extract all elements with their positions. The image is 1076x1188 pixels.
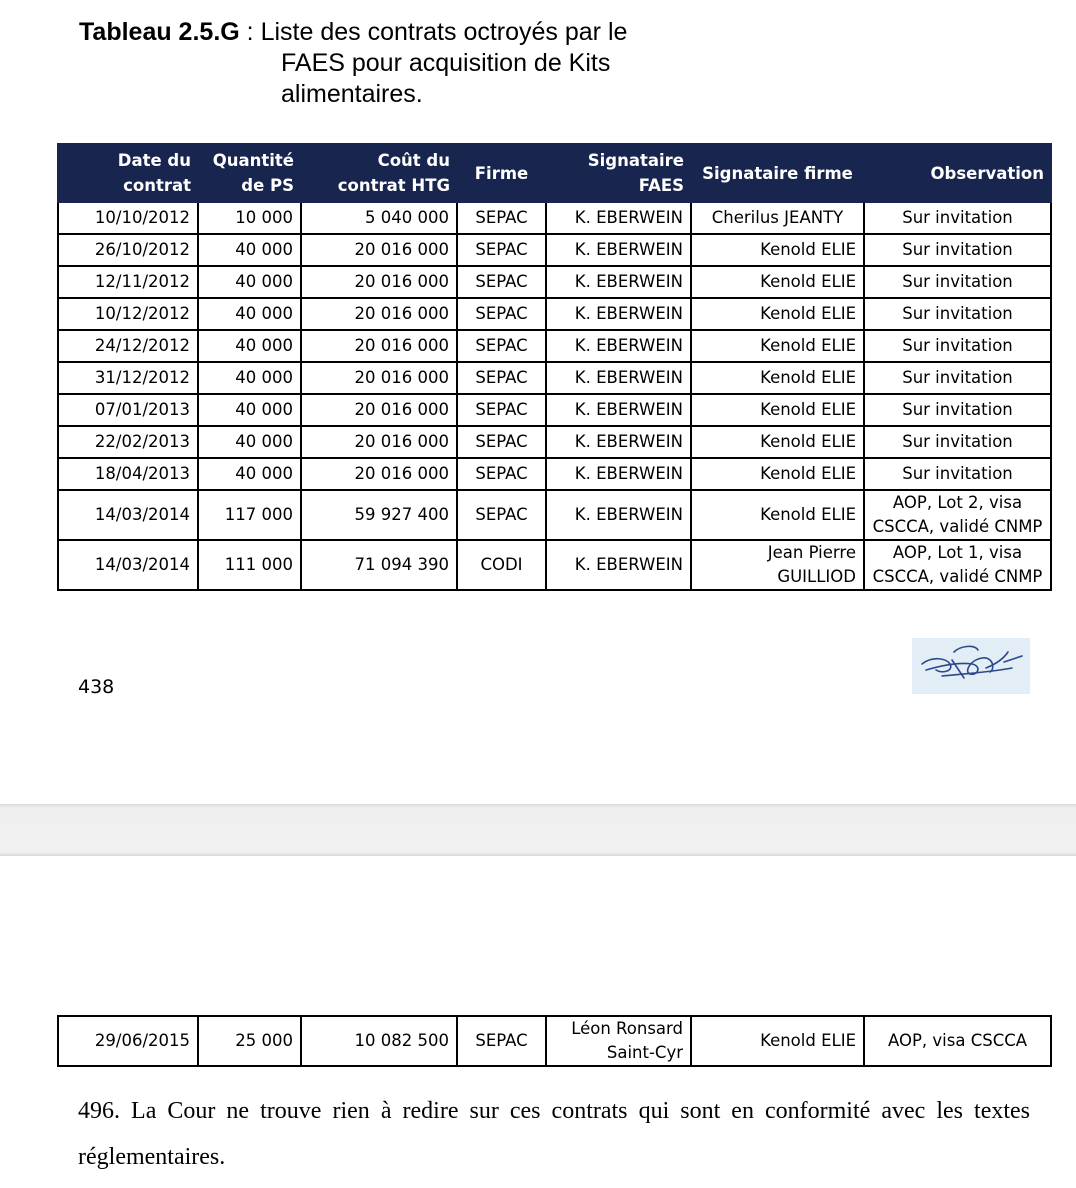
cell-quantity-text: 10 000: [235, 208, 293, 227]
cell-date: [58, 1016, 198, 1066]
table-title-separator: :: [239, 18, 261, 46]
cell-observation: [864, 426, 1051, 458]
table-title-line-2: FAES pour acquisition de Kits: [281, 49, 611, 77]
cell-quantity-text: 117 000: [224, 505, 293, 524]
header-date: [58, 144, 198, 202]
cell-firm-signatory-text: Kenold ELIE: [760, 400, 856, 419]
cell-date-text: 26/10/2012: [94, 240, 190, 259]
cell-cost: [301, 394, 457, 426]
cell-quantity-text: 40 000: [235, 336, 293, 355]
cell-faes-signatory: [546, 330, 691, 362]
cell-firm-text: SEPAC: [475, 432, 528, 451]
cell-cost: [301, 490, 457, 540]
cell-date: [58, 540, 198, 590]
cell-firm-text: SEPAC: [475, 368, 528, 387]
table-title-label: Tableau 2.5.G: [79, 18, 240, 46]
cell-observation-text: Sur invitation: [902, 464, 1013, 483]
cell-firm-signatory-text: Kenold ELIE: [760, 240, 856, 259]
cell-date: [58, 362, 198, 394]
cell-date-text: 10/12/2012: [94, 304, 190, 323]
cell-observation: [864, 330, 1051, 362]
cell-date: [58, 266, 198, 298]
cell-firm-text: SEPAC: [475, 272, 528, 291]
paragraph-number: 496.: [78, 1098, 120, 1124]
cell-firm-signatory-text: Kenold ELIE: [760, 336, 856, 355]
cell-date-text: 12/11/2012: [94, 272, 190, 291]
table-header-row: [58, 144, 1051, 202]
cell-date-text: 31/12/2012: [94, 368, 190, 387]
cell-quantity-text: 40 000: [235, 464, 293, 483]
cell-faes-signatory: [546, 266, 691, 298]
cell-firm-text: SEPAC: [475, 400, 528, 419]
cell-faes-signatory-text: Léon Ronsard: [571, 1019, 683, 1038]
signature-stamp: [912, 638, 1030, 694]
cell-date-text: 18/04/2013: [94, 464, 190, 483]
cell-firm-signatory: [691, 490, 864, 540]
cell-quantity-text: 111 000: [224, 555, 293, 574]
cell-firm-signatory: [691, 330, 864, 362]
cell-faes-signatory-text: K. EBERWEIN: [574, 272, 683, 291]
header-date-line-1: Date du: [117, 151, 191, 170]
cell-quantity: [198, 266, 301, 298]
cell-date: [58, 490, 198, 540]
cell-faes-signatory: [546, 298, 691, 330]
header-quantity-line-1: Quantité: [212, 151, 294, 170]
header-firm-signatory-line-1: Signataire firme: [702, 163, 853, 183]
cell-observation-text: Sur invitation: [902, 272, 1013, 291]
cell-date-text: 14/03/2014: [94, 505, 190, 524]
cell-firm-signatory: [691, 540, 864, 590]
cell-faes-signatory: [546, 394, 691, 426]
cell-faes-signatory-text: K. EBERWEIN: [574, 368, 683, 387]
cell-cost: [301, 330, 457, 362]
cell-firm-text: SEPAC: [475, 505, 528, 524]
header-firm: [457, 144, 546, 202]
header-firm-signatory: [691, 144, 864, 202]
cell-date-text: 14/03/2014: [94, 555, 190, 574]
cell-quantity-text: 25 000: [235, 1031, 293, 1050]
header-quantity: [198, 144, 301, 202]
cell-quantity: [198, 490, 301, 540]
cell-quantity-text: 40 000: [235, 432, 293, 451]
cell-quantity-text: 40 000: [235, 240, 293, 259]
cell-quantity-text: 40 000: [235, 368, 293, 387]
cell-date: [58, 298, 198, 330]
cell-quantity-text: 40 000: [235, 272, 293, 291]
cell-quantity-text: 40 000: [235, 304, 293, 323]
cell-cost-text: 20 016 000: [354, 368, 449, 387]
cell-observation-text: Sur invitation: [902, 432, 1013, 451]
cell-firm-signatory-text: Kenold ELIE: [760, 432, 856, 451]
header-cost: [301, 144, 457, 202]
conclusion-paragraph: [78, 1088, 1030, 1180]
cell-date: [58, 394, 198, 426]
cell-faes-signatory-text: K. EBERWEIN: [574, 208, 683, 227]
cell-firm: [457, 426, 546, 458]
cell-observation: [864, 266, 1051, 298]
table-row: [58, 266, 1051, 298]
cell-date-text: 22/02/2013: [94, 432, 190, 451]
cell-observation-text: CSCCA, validé CNMP: [872, 517, 1043, 536]
cell-date: [58, 330, 198, 362]
header-faes-signatory-line-2: FAES: [638, 176, 684, 195]
cell-firm-signatory-text: Cherilus JEANTY: [711, 208, 844, 227]
cell-firm-signatory: [691, 234, 864, 266]
table-title-line-1: Liste des contrats octroyés par le: [260, 18, 628, 46]
table-row: [58, 426, 1051, 458]
cell-cost: [301, 540, 457, 590]
cell-date-text: 29/06/2015: [94, 1031, 190, 1050]
cell-faes-signatory: [546, 426, 691, 458]
cell-observation-text: CSCCA, validé CNMP: [872, 567, 1043, 586]
table-row: [58, 330, 1051, 362]
cell-cost: [301, 426, 457, 458]
table-row: [58, 540, 1051, 590]
cell-observation-text: AOP, Lot 1, visa: [892, 543, 1023, 562]
cell-firm-signatory-text: Kenold ELIE: [760, 464, 856, 483]
cell-quantity: [198, 426, 301, 458]
cell-firm-signatory-text: Kenold ELIE: [760, 505, 856, 524]
cell-observation: [864, 234, 1051, 266]
cell-firm-text: SEPAC: [475, 464, 528, 483]
cell-quantity: [198, 362, 301, 394]
table-row: [58, 1016, 1051, 1066]
cell-observation-text: Sur invitation: [902, 304, 1013, 323]
cell-firm-signatory-text: GUILLIOD: [777, 567, 856, 586]
contracts-table-continued: [57, 1015, 1052, 1067]
cell-firm-signatory: [691, 426, 864, 458]
header-firm-line-1: Firme: [474, 163, 529, 183]
header-date-line-2: contrat: [123, 176, 191, 195]
cell-cost: [301, 202, 457, 234]
cell-firm-signatory-text: Kenold ELIE: [760, 304, 856, 323]
cell-firm-text: SEPAC: [475, 304, 528, 323]
header-observation: [864, 144, 1051, 202]
cell-cost-text: 71 094 390: [354, 555, 449, 574]
handwritten-signature-icon: [912, 638, 1030, 694]
cell-quantity: [198, 298, 301, 330]
cell-date: [58, 202, 198, 234]
cell-firm-signatory: [691, 394, 864, 426]
cell-cost-text: 20 016 000: [354, 336, 449, 355]
cell-cost-text: 20 016 000: [354, 464, 449, 483]
cell-faes-signatory-text: Saint-Cyr: [606, 1043, 683, 1062]
cell-firm: [457, 490, 546, 540]
cell-firm-signatory: [691, 458, 864, 490]
cell-firm: [457, 298, 546, 330]
cell-quantity: [198, 1016, 301, 1066]
cell-firm: [457, 330, 546, 362]
cell-firm: [457, 394, 546, 426]
cell-faes-signatory: [546, 540, 691, 590]
header-quantity-line-2: de PS: [241, 176, 294, 195]
cell-observation: [864, 362, 1051, 394]
table-row: [58, 202, 1051, 234]
cell-faes-signatory: [546, 234, 691, 266]
cell-quantity: [198, 202, 301, 234]
cell-observation: [864, 394, 1051, 426]
cell-observation: [864, 490, 1051, 540]
cell-quantity: [198, 458, 301, 490]
table-row: [58, 298, 1051, 330]
cell-cost-text: 20 016 000: [354, 400, 449, 419]
page-separator: [0, 804, 1076, 856]
cell-date: [58, 234, 198, 266]
cell-firm-text: SEPAC: [475, 336, 528, 355]
cell-cost: [301, 298, 457, 330]
cell-quantity-text: 40 000: [235, 400, 293, 419]
cell-date: [58, 426, 198, 458]
cell-date-text: 10/10/2012: [94, 208, 190, 227]
cell-firm-text: SEPAC: [475, 240, 528, 259]
cell-cost-text: 20 016 000: [354, 272, 449, 291]
paragraph-text: La Cour ne trouve rien à redire sur ces contrats qui sont en conformité avec les textes réglementaires.: [78, 1098, 1031, 1170]
table-title-line-3: alimentaires.: [281, 80, 423, 108]
cell-observation: [864, 458, 1051, 490]
table-row: [58, 362, 1051, 394]
cell-cost-text: 20 016 000: [354, 240, 449, 259]
cell-date: [58, 458, 198, 490]
header-cost-line-1: Coût du: [377, 151, 450, 170]
cell-faes-signatory: [546, 202, 691, 234]
cell-firm-signatory-text: Kenold ELIE: [760, 1031, 856, 1050]
cell-faes-signatory: [546, 458, 691, 490]
cell-firm-text: SEPAC: [475, 1031, 528, 1050]
cell-firm: [457, 1016, 546, 1066]
cell-cost: [301, 458, 457, 490]
cell-cost-text: 20 016 000: [354, 432, 449, 451]
cell-faes-signatory-text: K. EBERWEIN: [574, 432, 683, 451]
cell-firm-signatory-text: Jean Pierre: [767, 543, 856, 562]
cell-cost-text: 59 927 400: [354, 505, 449, 524]
cell-cost: [301, 234, 457, 266]
cell-cost-text: 5 040 000: [365, 208, 449, 227]
table-row: [58, 394, 1051, 426]
cell-faes-signatory-text: K. EBERWEIN: [574, 555, 683, 574]
cell-faes-signatory-text: K. EBERWEIN: [574, 336, 683, 355]
cell-faes-signatory: [546, 362, 691, 394]
header-cost-line-2: contrat HTG: [337, 176, 450, 195]
cell-observation-text: AOP, Lot 2, visa: [892, 493, 1023, 512]
cell-firm-signatory: [691, 1016, 864, 1066]
cell-cost: [301, 266, 457, 298]
cell-faes-signatory-text: K. EBERWEIN: [574, 304, 683, 323]
cell-faes-signatory: [546, 490, 691, 540]
cell-quantity: [198, 540, 301, 590]
table-row: [58, 490, 1051, 540]
cell-observation: [864, 540, 1051, 590]
cell-cost: [301, 362, 457, 394]
header-faes-signatory-line-1: Signataire: [587, 151, 684, 170]
cell-firm: [457, 266, 546, 298]
cell-firm-signatory-text: Kenold ELIE: [760, 368, 856, 387]
cell-firm: [457, 202, 546, 234]
cell-firm-signatory: [691, 362, 864, 394]
cell-firm-text: CODI: [480, 555, 523, 574]
cell-firm: [457, 234, 546, 266]
cell-firm-text: SEPAC: [475, 208, 528, 227]
cell-faes-signatory-text: K. EBERWEIN: [574, 240, 683, 259]
cell-date-text: 07/01/2013: [94, 400, 190, 419]
cell-quantity: [198, 394, 301, 426]
header-observation-line-1: Observation: [930, 163, 1044, 183]
cell-firm: [457, 362, 546, 394]
table-title: [79, 17, 627, 110]
contracts-table: [57, 143, 1052, 591]
cell-faes-signatory-text: K. EBERWEIN: [574, 464, 683, 483]
cell-firm: [457, 540, 546, 590]
cell-observation-text: Sur invitation: [902, 208, 1013, 227]
cell-firm-signatory: [691, 266, 864, 298]
cell-observation: [864, 202, 1051, 234]
cell-observation: [864, 1016, 1051, 1066]
cell-observation-text: AOP, visa CSCCA: [887, 1031, 1028, 1050]
cell-firm-signatory: [691, 298, 864, 330]
cell-faes-signatory: [546, 1016, 691, 1066]
table-row: [58, 234, 1051, 266]
cell-cost-text: 20 016 000: [354, 304, 449, 323]
cell-observation-text: Sur invitation: [902, 240, 1013, 259]
cell-quantity: [198, 234, 301, 266]
cell-observation-text: Sur invitation: [902, 400, 1013, 419]
cell-cost-text: 10 082 500: [354, 1031, 449, 1050]
page-number: 438: [78, 676, 115, 698]
cell-observation-text: Sur invitation: [902, 336, 1013, 355]
cell-faes-signatory-text: K. EBERWEIN: [574, 505, 683, 524]
cell-observation: [864, 298, 1051, 330]
cell-quantity: [198, 330, 301, 362]
cell-firm-signatory: [691, 202, 864, 234]
cell-faes-signatory-text: K. EBERWEIN: [574, 400, 683, 419]
cell-date-text: 24/12/2012: [94, 336, 190, 355]
cell-firm: [457, 458, 546, 490]
cell-observation-text: Sur invitation: [902, 368, 1013, 387]
cell-cost: [301, 1016, 457, 1066]
header-faes-signatory: [546, 144, 691, 202]
cell-firm-signatory-text: Kenold ELIE: [760, 272, 856, 291]
table-row: [58, 458, 1051, 490]
